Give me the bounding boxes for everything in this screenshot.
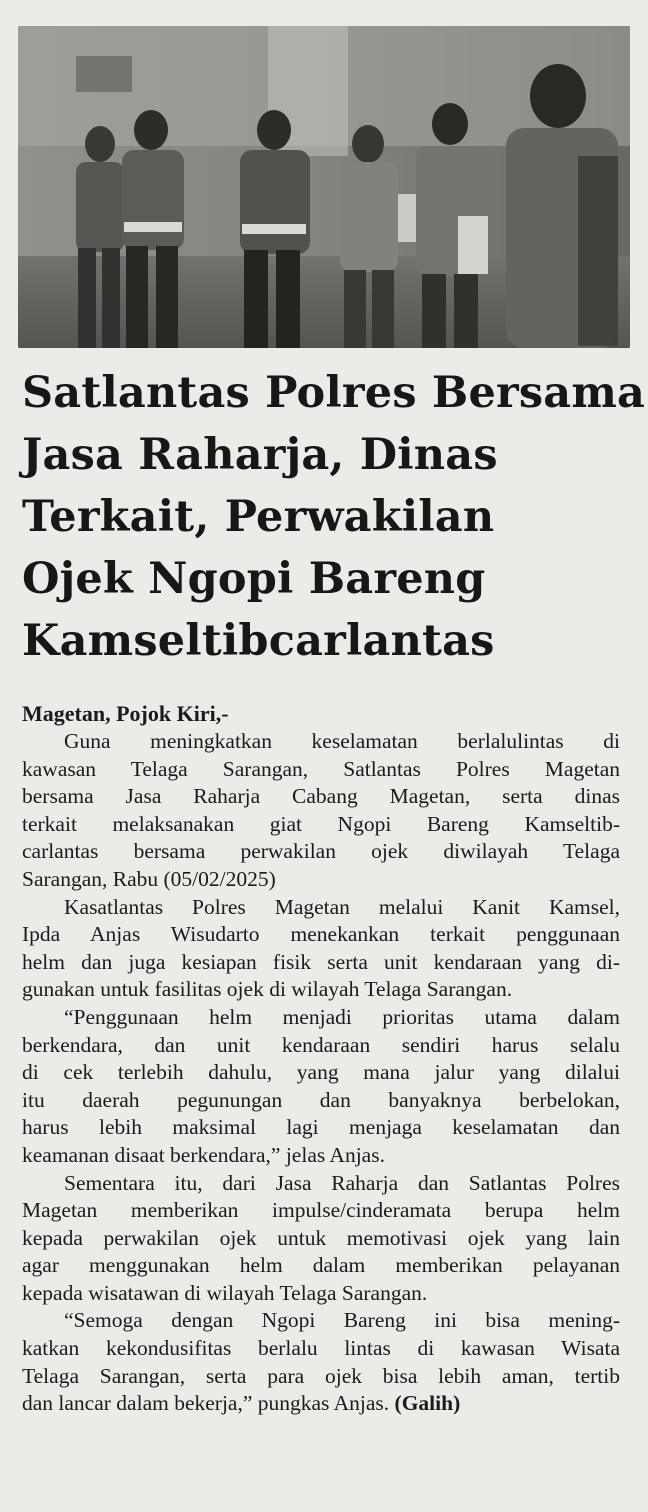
article-body	[22, 700, 620, 1418]
headline-line: Terkait, Perwakilan	[22, 492, 495, 542]
article-paragraph	[22, 1004, 620, 1170]
text-line: “Semoga dengan Ngopi Bareng ini bisa mening-	[64, 1308, 620, 1333]
text-line: helm dan juga kesiapan fisik serta unit kendaraan yang di-	[22, 949, 620, 974]
text-line: Ipda Anjas Wisudarto menekankan terkait penggunaan	[22, 922, 620, 947]
text-line: agar menggunakan helm dalam memberikan pelayanan	[22, 1253, 620, 1278]
headline-line: Ojek Ngopi Bareng	[22, 554, 486, 604]
last-line-text: dan lancar dalam bekerja,” pungkas Anjas.	[22, 1391, 390, 1416]
text-line: kawasan Telaga Sarangan, Satlantas Polres Magetan	[22, 756, 620, 781]
article-headline	[22, 362, 646, 672]
text-line: berkendara, dan unit kendaraan sendiri harus selalu	[22, 1032, 620, 1057]
text-line: di cek terlebih dahulu, yang mana jalur yang dilalui	[22, 1060, 620, 1085]
text-line	[22, 1390, 620, 1418]
text-line: Kasatlantas Polres Magetan melalui Kanit Kamsel,	[64, 894, 620, 919]
text-line: carlantas bersama perwakilan ojek diwilayah Telaga	[22, 839, 620, 864]
text-line: Sarangan, Rabu (05/02/2025)	[22, 866, 276, 891]
article-credit: (Galih)	[394, 1391, 461, 1416]
text-line: “Penggunaan helm menjadi prioritas utama dalam	[64, 1004, 620, 1029]
text-line: bersama Jasa Raharja Cabang Magetan, serta dinas	[22, 784, 620, 809]
article-paragraph	[22, 1307, 620, 1417]
text-line: kepada perwakilan ojek untuk memotivasi ojek yang lain	[22, 1225, 620, 1250]
text-line: kepada wisatawan di wilayah Telaga Sarangan.	[22, 1280, 428, 1305]
text-line: katkan kekondusifitas berlalu lintas di kawasan Wisata	[22, 1336, 620, 1361]
text-line: harus lebih maksimal lagi menjaga keselamatan dan	[22, 1115, 620, 1140]
text-line: Magetan memberikan impulse/cinderamata berupa helm	[22, 1198, 620, 1223]
text-line: terkait melaksanakan giat Ngopi Bareng Kamseltib-	[22, 811, 620, 836]
article-paragraph	[22, 728, 620, 894]
text-line: keamanan disaat berkendara,” jelas Anjas.	[22, 1142, 385, 1167]
article-photo	[18, 26, 630, 348]
text-line: Telaga Sarangan, serta para ojek bisa lebih aman, tertib	[22, 1363, 620, 1388]
text-line: itu daerah pegunungan dan banyaknya berbelokan,	[22, 1087, 620, 1112]
photo-icon	[18, 26, 630, 348]
article-paragraph	[22, 1170, 620, 1308]
text-line: Guna meningkatkan keselamatan berlalulintas di	[64, 729, 620, 753]
headline-line: Satlantas Polres Bersama	[22, 368, 646, 418]
text-line: Sementara itu, dari Jasa Raharja dan Satlantas Polres	[64, 1170, 620, 1195]
article-dateline: Magetan, Pojok Kiri,-	[22, 701, 229, 726]
text-line: gunakan untuk fasilitas ojek di wilayah Telaga Sarangan.	[22, 977, 513, 1002]
article-paragraph	[22, 894, 620, 1004]
headline-line: Kamseltibcarlantas	[22, 616, 495, 666]
headline-line: Jasa Raharja, Dinas	[22, 430, 498, 480]
